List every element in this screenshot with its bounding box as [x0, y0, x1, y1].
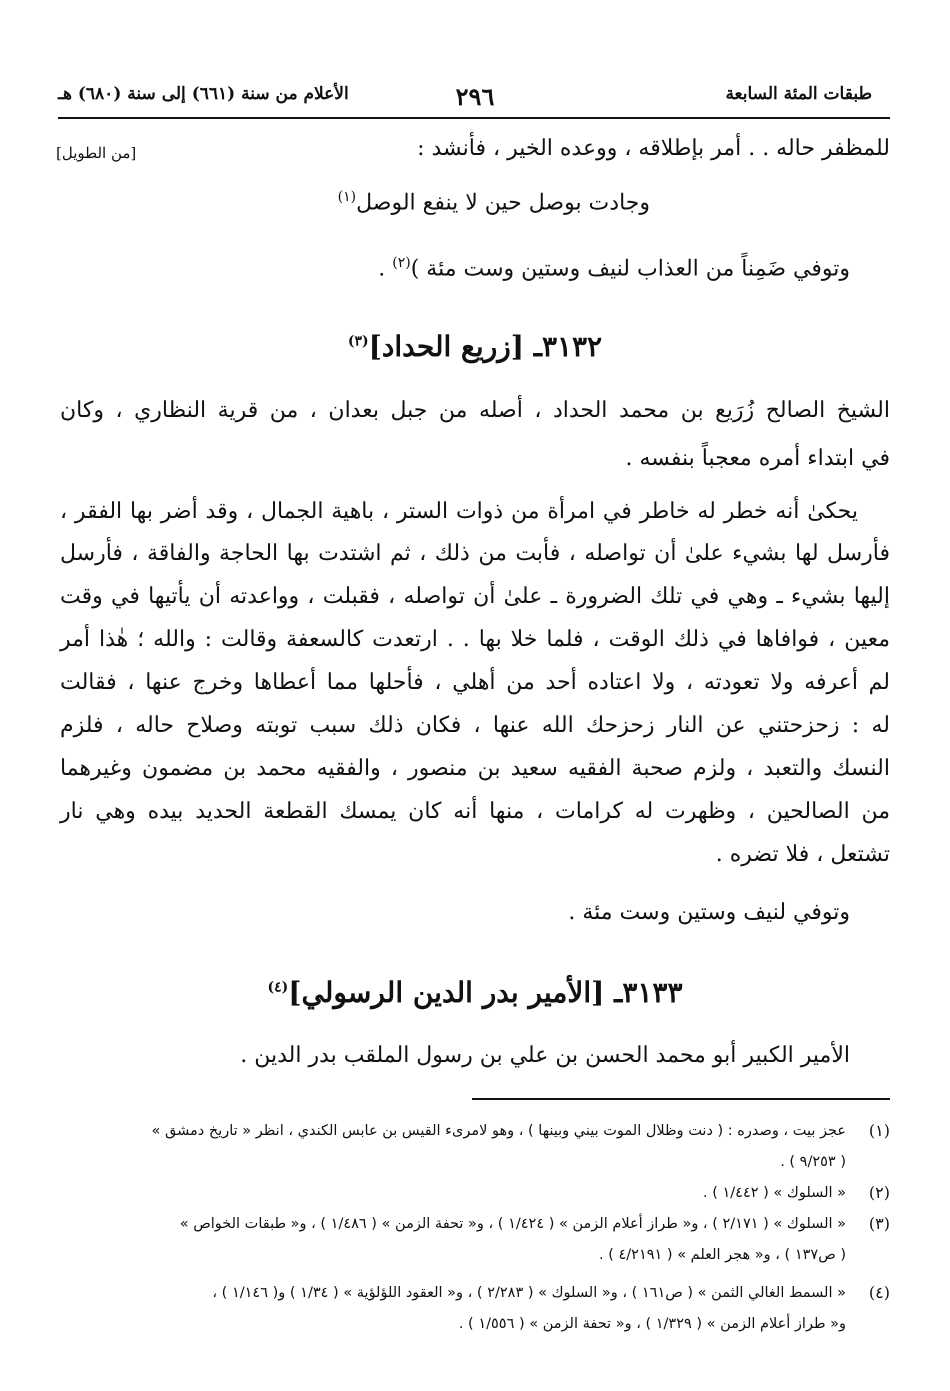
page-number: ٢٩٦ [455, 82, 495, 111]
entry1-p2-line-9: تشتعل ، فلا تضره . [715, 842, 890, 867]
footnote-1-number: (١) [868, 1121, 890, 1140]
header-book-title: طبقات المئة السابعة [725, 84, 872, 104]
header-rule [58, 117, 890, 119]
entry-heading-3132 [0, 330, 950, 363]
entry-heading-3133 [0, 976, 950, 1009]
intro-line-3-end: . [378, 256, 393, 282]
entry1-p2-line-8: من الصالحين ، وظهرت له كرامات ، منها أنه كان يمسك القطعة الحديد بيده وهي نار [60, 799, 890, 824]
footnote-1-line-2: ( ٩/٢٥٣ ) . [780, 1154, 846, 1170]
entry-heading-3133-text: ٣١٣٣ـ [الأمير بدر الدين الرسولي] [288, 976, 683, 1009]
entry1-p2-line-1: يحكىٰ أنه خطر له خاطر في امرأة من ذوات الستر ، باهية الجمال ، وقد أضر بها الفقر ، [60, 499, 858, 524]
entry1-p1-line-1: الشيخ الصالح زُرَيع بن محمد الحداد ، أصله من جبل بعدان ، من قرية النظاري ، وكان [60, 398, 890, 423]
entry1-p3: وتوفي لنيف وستين وست مئة . [568, 900, 850, 925]
footnote-3-line-1: « السلوك » ( ٢/١٧١ ) ، و« طراز أعلام الزمن » ( ١/٤٢٤ ) ، و« تحفة الزمن » ( ١/٤٨٦ ) ، و« طبقات الخواص » [179, 1216, 846, 1232]
intro-line-3-text: وتوفي ضَمِناً من العذاب لنيف وستين وست مئة ) [410, 256, 850, 282]
intro-line-3 [378, 246, 850, 286]
entry2-p1: الأمير الكبير أبو محمد الحسن بن علي بن رسول الملقب بدر الدين . [240, 1043, 850, 1068]
footnote-ref-1: (١) [337, 189, 357, 205]
entry1-p2-line-5: لم أعرفه ولا تعودته ، ولا اعتاده أحد من أهلي ، فأحلها مما أعطاها وخرج عنها ، فقالت [60, 670, 890, 695]
verse-text: وجادت بوصل حين لا ينفع الوصل [356, 190, 650, 216]
footnote-2-number: (٢) [868, 1183, 890, 1202]
footnote-4-number: (٤) [868, 1283, 890, 1302]
footnote-ref-3: (٣) [347, 333, 369, 350]
entry1-p2-line-4: معين ، فوافاها في ذلك الوقت ، فلما خلا بها . . ارتعدت كالسعفة وقالت : والله ؛ هٰذا أمر [60, 627, 890, 652]
footnote-ref-2: (٢) [392, 255, 411, 271]
footnote-rule [472, 1098, 890, 1100]
footnote-4-line-1: « السمط الغالي الثمن » ( ص١٦١ ) ، و« السلوك » ( ٢/٢٨٣ ) ، و« العقود اللؤلؤية » ( ١/٣٤ ) و( ١/١٤٦ ) ، [212, 1285, 846, 1301]
entry1-p2-line-7: النسك والتعبد ، ولزم صحبة الفقيه سعيد بن منصور ، والفقيه محمد بن مضمون وغيرهما [60, 756, 890, 781]
entry1-p2-line-3: إليها بشيء ـ وهي في تلك الضرورة ـ علىٰ أن تواصله ، فقبلت ، وواعدته أن يأتيها في وقت [60, 584, 890, 609]
footnote-ref-4: (٤) [267, 979, 289, 996]
entry1-p2-line-6: له : زحزحتني عن النار زحزحك الله عنها ، فكان ذلك سبب توبته وصلاح حاله ، فلزم [60, 713, 890, 738]
footnote-2-line-1: « السلوك » ( ١/٤٤٢ ) . [703, 1185, 846, 1201]
footnote-3-line-2: ( ص١٣٧ ) ، و« هجر العلم » ( ٤/٢١٩١ ) . [599, 1247, 846, 1263]
footnote-4-line-2: و« طراز أعلام الزمن » ( ١/٣٢٩ ) ، و« تحفة الزمن » ( ١/٥٥٦ ) . [458, 1316, 846, 1332]
intro-verse [338, 189, 650, 215]
meter-label: [من الطويل] [56, 144, 137, 162]
intro-line-1: للمظفر حاله . . أمر بإطلاقه ، ووعده الخير ، فأنشد : [417, 136, 890, 161]
footnote-3-number: (٣) [868, 1214, 890, 1233]
header-section-title: الأعلام من سنة (٦٦١) إلى سنة (٦٨٠) هـ [58, 84, 349, 104]
entry1-p1-line-2: في ابتداء أمره معجباً بنفسه . [625, 446, 890, 471]
entry1-p2-line-2: فأرسل لها بشيء علىٰ أن تواصله ، فأبت من ذلك ، ثم اشتدت بها الحاجة والفاقة ، فأرسل [60, 541, 890, 566]
entry-heading-3132-text: ٣١٣٢ـ [زريع الحداد] [368, 330, 603, 363]
footnote-1-line-1: عجز بيت ، وصدره : ( دنت وظلال الموت بيني وبينها ) ، وهو لامرىء القيس بن عابس الكندي ، انظر « تاريخ دمشق » [151, 1123, 846, 1139]
